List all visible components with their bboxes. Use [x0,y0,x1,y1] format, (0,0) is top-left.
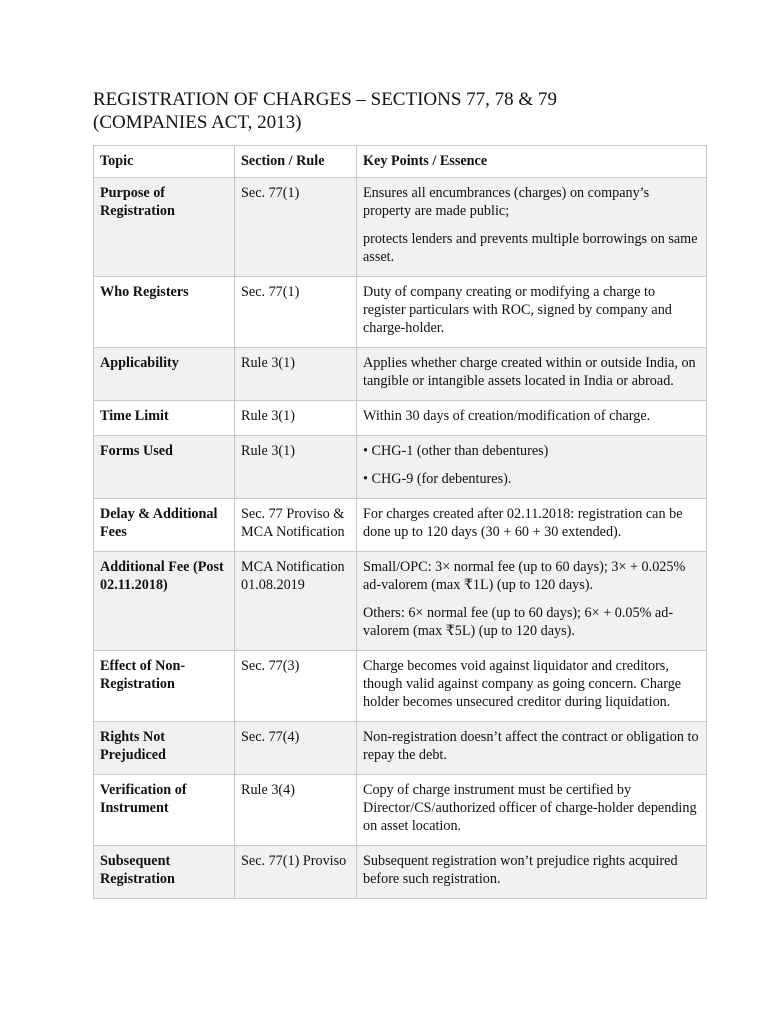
row-section-rule: Sec. 77 Proviso & MCA Notification [235,499,357,552]
document-title-line-2: (COMPANIES ACT, 2013) [93,112,302,133]
key-point-paragraph: Others: 6× normal fee (up to 60 days); 6× + 0.05% ad-valorem (max ₹5L) (up to 120 days). [363,605,674,639]
header-key-points: Key Points / Essence [357,146,707,178]
row-section-rule: Sec. 77(1) [235,178,357,277]
row-topic: Purpose of Registration [94,178,235,277]
key-point-paragraph: • CHG-1 (other than debentures) [363,443,549,459]
table-row [94,436,707,499]
row-section-rule: Rule 3(1) [235,348,357,401]
key-point-paragraph: Charge becomes void against liquidator and creditors, though valid against company as going concern. Charge holder becomes unsecured creditor during liquidation. [363,658,682,710]
key-point-paragraph: Subsequent registration won’t prejudice rights acquired before such registration. [363,853,678,887]
row-key-points [357,436,707,499]
key-point-paragraph: Duty of company creating or modifying a charge to register particulars with ROC, signed by company and charge-holder. [363,284,672,336]
row-key-points [357,401,707,436]
header-section-rule: Section / Rule [235,146,357,178]
table-row [94,722,707,775]
charges-table [93,145,707,899]
row-key-points [357,846,707,899]
row-topic: Forms Used [94,436,235,499]
key-point-paragraph: Within 30 days of creation/modification of charge. [363,408,651,424]
row-topic: Who Registers [94,277,235,348]
row-section-rule: Sec. 77(1) [235,277,357,348]
table-row [94,775,707,846]
row-topic: Additional Fee (Post 02.11.2018) [94,552,235,651]
row-key-points [357,775,707,846]
row-section-rule: Rule 3(1) [235,436,357,499]
header-topic: Topic [94,146,235,178]
row-topic: Subsequent Registration [94,846,235,899]
row-section-rule: Rule 3(4) [235,775,357,846]
row-key-points [357,499,707,552]
key-point-paragraph: For charges created after 02.11.2018: registration can be done up to 120 days (30 + 60 + 30 extended). [363,506,683,540]
key-point-paragraph: Non-registration doesn’t affect the contract or obligation to repay the debt. [363,729,699,763]
table-body [94,178,707,899]
table-row [94,178,707,277]
key-point-paragraph: • CHG-9 (for debentures). [363,471,512,487]
row-topic: Time Limit [94,401,235,436]
row-key-points [357,722,707,775]
row-topic: Effect of Non-Registration [94,651,235,722]
table-row [94,846,707,899]
key-point-paragraph: protects lenders and prevents multiple borrowings on same asset. [363,231,698,265]
document-title [93,88,693,134]
table-row [94,499,707,552]
row-key-points [357,277,707,348]
table-row [94,651,707,722]
row-key-points [357,178,707,277]
table-header [94,146,707,178]
row-section-rule: MCA Notification 01.08.2019 [235,552,357,651]
key-point-paragraph: Ensures all encumbrances (charges) on company’s property are made public; [363,185,650,219]
table-row [94,552,707,651]
key-point-paragraph: Applies whether charge created within or outside India, on tangible or intangible assets located in India or abroad. [363,355,696,389]
row-section-rule: Rule 3(1) [235,401,357,436]
row-key-points [357,651,707,722]
row-key-points [357,348,707,401]
key-point-paragraph: Small/OPC: 3× normal fee (up to 60 days); 3× + 0.025% ad-valorem (max ₹1L) (up to 120 days). [363,559,686,593]
row-topic: Applicability [94,348,235,401]
table-row [94,401,707,436]
table-row [94,348,707,401]
table-row [94,277,707,348]
table-header-row [94,146,707,178]
row-topic: Rights Not Prejudiced [94,722,235,775]
row-topic: Verification of Instrument [94,775,235,846]
row-section-rule: Sec. 77(3) [235,651,357,722]
row-section-rule: Sec. 77(4) [235,722,357,775]
key-point-paragraph: Copy of charge instrument must be certified by Director/CS/authorized officer of charge-holder depending on asset location. [363,782,697,834]
document-title-line-1: REGISTRATION OF CHARGES – SECTIONS 77, 78 & 79 [93,89,557,110]
row-topic: Delay & Additional Fees [94,499,235,552]
row-section-rule: Sec. 77(1) Proviso [235,846,357,899]
row-key-points [357,552,707,651]
